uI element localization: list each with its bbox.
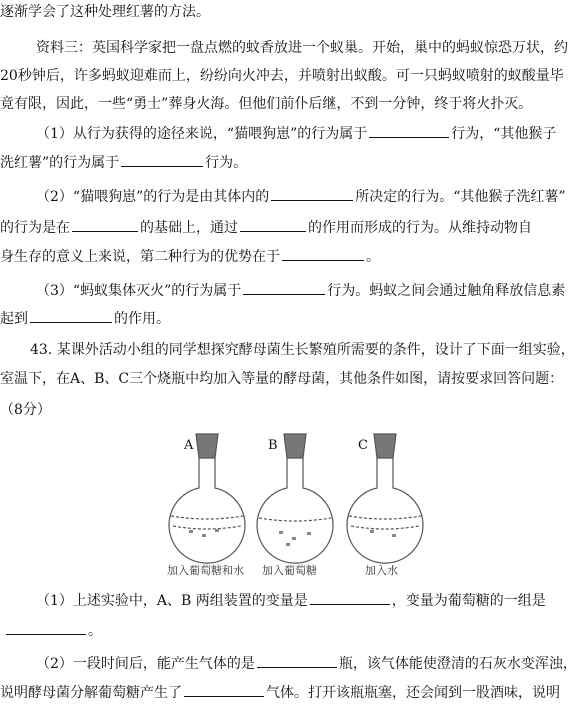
text: （1）上述实验中，A、B 两组装置的变量是 <box>36 593 308 609</box>
yeast-particles <box>189 529 396 546</box>
question-line <box>36 280 565 301</box>
text: 行为，“其他猴子 <box>451 126 557 142</box>
flask-label-c: C <box>358 438 368 453</box>
answer-blank[interactable] <box>184 682 264 697</box>
flask-b <box>257 434 333 563</box>
flask-c <box>347 434 423 563</box>
text-line: 资料三：英国科学家把一盘点燃的蚊香放进一个蚁巢。开始，巢中的蚂蚁惊恐万状，约 <box>36 40 568 56</box>
answer-blank[interactable] <box>310 590 390 605</box>
question-line <box>36 590 546 611</box>
text: 的行为是在 <box>0 220 70 236</box>
text: ，变量为葡萄糖的一组是 <box>391 593 546 609</box>
text-line: （8分） <box>0 402 51 418</box>
answer-blank[interactable] <box>271 186 353 201</box>
answer-blank[interactable] <box>30 308 112 323</box>
text: 气体。打开该瓶瓶塞，还会闻到一股酒味，说明 <box>266 685 560 701</box>
answer-blank[interactable] <box>282 246 364 261</box>
flask-label-b: B <box>268 438 278 453</box>
question-line <box>0 217 532 238</box>
flask-label-a: A <box>184 438 194 453</box>
text-line: 20秒钟后，许多蚂蚁迎难而上，纷纷向火冲去，并喷射出蚁酸。可一只蚂蚁喷射的蚁酸量毕 <box>0 68 564 84</box>
answer-blank[interactable] <box>6 620 86 635</box>
answer-blank[interactable] <box>369 123 449 138</box>
question-line <box>36 653 577 674</box>
text: （1）从行为获得的途径来说，“猫喂狗崽”的行为属于 <box>36 126 368 142</box>
text: （2）一段时间后，能产生气体的是 <box>36 656 255 672</box>
text: 起到 <box>0 311 28 327</box>
text: （3）“蚂蚁集体灭火”的行为属于 <box>36 283 242 299</box>
text-line: 43. 某课外活动小组的同学想探究酵母菌生长繁殖所需要的条件，设计了下面一组实验， <box>30 342 575 358</box>
text: 。 <box>88 623 102 639</box>
text: （2）“猫喂狗崽”的行为是由其体内的 <box>36 189 270 205</box>
text: 瓶，该气体能使澄清的石灰水变浑浊， <box>338 656 577 672</box>
answer-blank[interactable] <box>243 280 325 295</box>
flask-a <box>169 434 245 563</box>
text-line: 室温下，在A、B、C三个烧瓶中均加入等量的酵母菌，其他条件如图，请按要求回答问题： <box>0 371 564 387</box>
question-line <box>36 186 566 207</box>
flask-caption-b: 加入葡萄糖 <box>262 564 317 577</box>
text: 的作用而形成的行为。从维持动物自 <box>308 220 532 236</box>
answer-blank[interactable] <box>257 653 337 668</box>
answer-blank[interactable] <box>240 217 306 232</box>
answer-blank[interactable] <box>121 152 203 167</box>
question-line <box>0 152 247 173</box>
question-line <box>36 123 556 144</box>
text-line: 竟有限，因此，一些“勇士”葬身火海。但他们前仆后继，不到一分钟，终于将火扑灭。 <box>0 96 533 112</box>
text: 的基础上，通过 <box>140 220 238 236</box>
text: 洗红薯”的行为属于 <box>0 155 120 171</box>
text: 说明酵母菌分解葡萄糖产生了 <box>0 685 182 701</box>
text: 行为。 <box>205 155 248 171</box>
question-line <box>0 620 102 641</box>
flask-figure <box>162 430 430 580</box>
question-line <box>0 246 380 267</box>
text: 。 <box>366 249 380 265</box>
text: 所决定的行为。“其他猴子洗红薯” <box>355 189 566 205</box>
text: 行为。蚂蚁之间会通过触角释放信息素 <box>327 283 566 299</box>
question-line <box>0 682 560 703</box>
text: 的作用。 <box>114 311 170 327</box>
text-line: 逐渐学会了这种处理红薯的方法。 <box>0 4 210 20</box>
text: 身生存的意义上来说，第二种行为的优势在于 <box>0 249 280 265</box>
answer-blank[interactable] <box>72 217 138 232</box>
flask-caption-a: 加入葡萄糖和水 <box>167 564 244 577</box>
flask-caption-c: 加入水 <box>365 564 398 577</box>
question-line <box>0 308 170 329</box>
flasks-diagram <box>162 430 430 580</box>
